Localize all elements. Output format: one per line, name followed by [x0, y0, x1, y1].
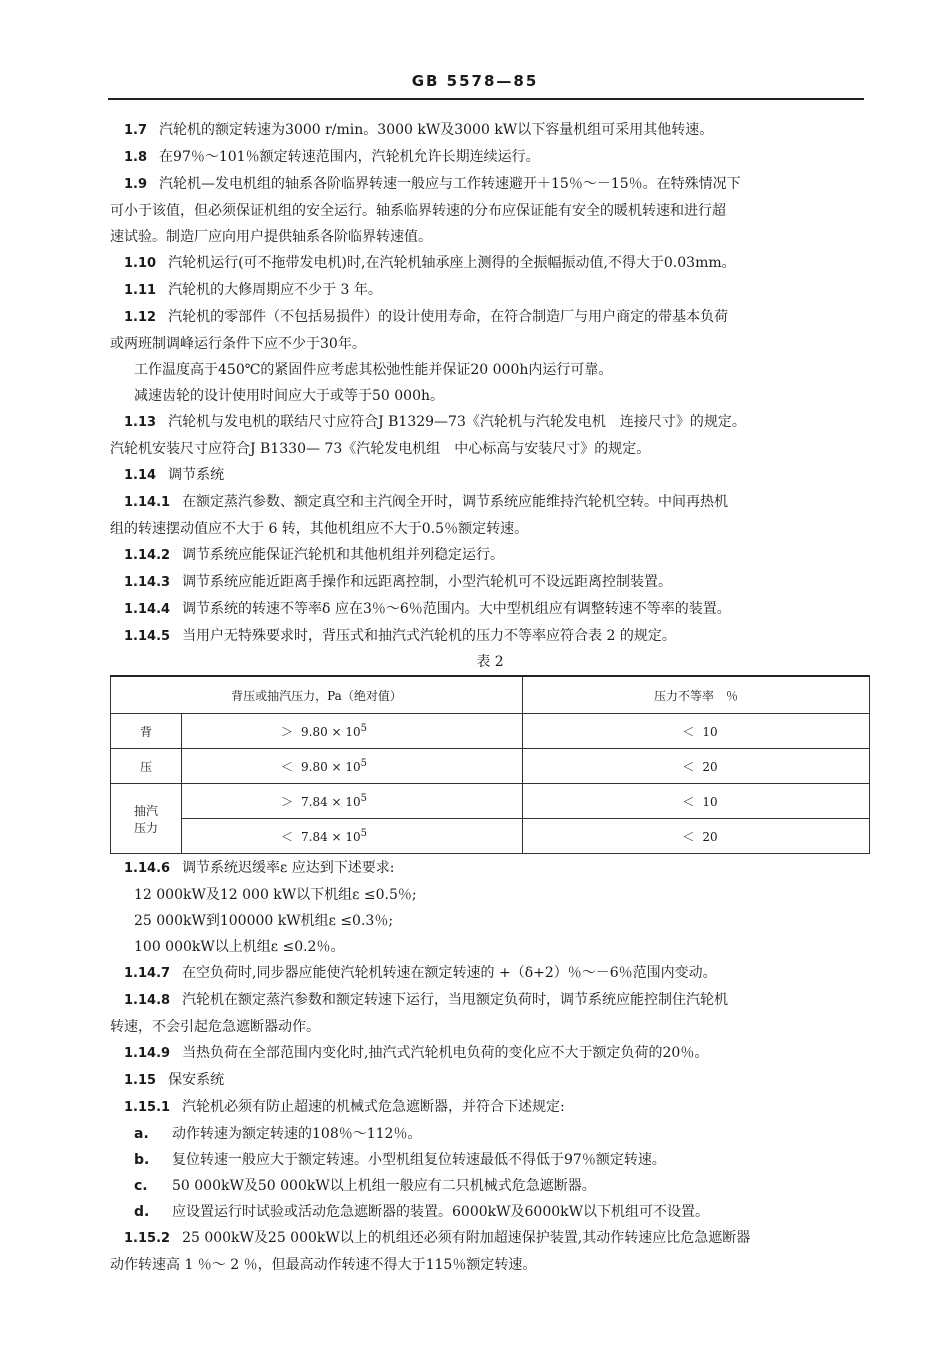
clause-number: 1.14.2 [124, 548, 171, 563]
list-item [134, 1148, 870, 1172]
clause-text: 或两班制调峰运行条件下应不少于30年。 [110, 336, 366, 352]
clause-text: 调节系统应能近距离手操作和远距离控制，小型汽轮机可不设远距离控制装置。 [182, 574, 673, 590]
table-caption: 表 2 [476, 654, 504, 670]
clause-text: 保安系统 [168, 1072, 225, 1088]
clause-continuation [110, 1015, 870, 1039]
clause-number: 1.14 [124, 468, 157, 483]
clause-number: 1.14.1 [124, 495, 171, 510]
clause-text: 减速齿轮的设计使用时间应大于或等于50 000h。 [134, 388, 445, 404]
pressure-table [110, 675, 870, 854]
clause-text: 汽轮机与发电机的联结尺寸应符合J B1329—73《汽轮机与汽轮发电机 连接尺寸》的规定。 [168, 414, 746, 430]
clause-text: 转速，不会引起危急遮断器动作。 [110, 1019, 320, 1035]
group-label: 压 [111, 749, 182, 784]
table-row [111, 784, 870, 819]
list-item-text: 动作转速为额定转速的108％～112％。 [172, 1126, 422, 1142]
list-item-letter: d. [134, 1204, 150, 1220]
requirement-line: 25 000kW到100000 kW机组ε ≤0.3％; [134, 913, 394, 929]
list-item-text: 应设置运行时试验或活动危急遮断器的装置。6000kW及6000kW以下机组可不设置。 [172, 1204, 710, 1220]
clause-text: 汽轮机的额定转速为3000 r/min。3000 kW及3000 kW以下容量机组可采用其他转速。 [159, 122, 714, 138]
clause-paragraph [110, 961, 870, 986]
clause-paragraph [110, 543, 870, 568]
clause-continuation [110, 517, 870, 541]
clause-number: 1.14.8 [124, 993, 171, 1008]
clause-number: 1.14.3 [124, 575, 171, 590]
clause-continuation [110, 332, 870, 356]
pressure-cell: ＞ $7.84 \times 10^5$ [182, 784, 523, 819]
clause-number: 1.15 [124, 1073, 157, 1088]
clause-text: 动作转速高 1 ％～ 2 ％，但最高动作转速不得大于115％额定转速。 [110, 1257, 537, 1273]
clause-text: 汽轮机必须有防止超速的机械式危急遮断器，并符合下述规定: [182, 1099, 565, 1115]
rate-cell: ＜ 10 [523, 784, 870, 819]
clause-continuation [110, 1253, 870, 1277]
rate-cell: ＜ 10 [523, 714, 870, 749]
clause-paragraph [110, 1095, 870, 1120]
clause-text: 汽轮机在额定蒸汽参数和额定转速下运行，当甩额定负荷时，调节系统应能控制住汽轮机 [182, 992, 729, 1008]
clause-paragraph [110, 490, 870, 515]
pressure-cell: ＜ $9.80 \times 10^5$ [182, 749, 523, 784]
pressure-cell: ＞ $9.80 \times 10^5$ [182, 714, 523, 749]
clause-number: 1.10 [124, 256, 157, 271]
clause-continuation [110, 437, 870, 461]
clause-number: 1.14.9 [124, 1046, 171, 1061]
clause-paragraph [110, 278, 870, 303]
requirement-list [110, 1122, 870, 1224]
clauses-1-14-7-to-1-15-1 [110, 961, 870, 1120]
clause-number: 1.12 [124, 310, 157, 325]
clause-number: 1.14.4 [124, 602, 171, 617]
list-item-letter: b. [134, 1152, 150, 1168]
rate-cell: ＜ 20 [523, 819, 870, 854]
list-item [134, 1122, 870, 1146]
clause-number: 1.15.1 [124, 1100, 171, 1115]
list-item-text: 50 000kW及50 000kW以上机组一般应有二只机械式危急遮断器。 [172, 1178, 596, 1194]
clause-text: 汽轮机的大修周期应不少于 3 年。 [168, 282, 382, 298]
clause-paragraph [110, 251, 870, 276]
clause-text: 速试验。制造厂应向用户提供轴系各阶临界转速值。 [110, 229, 432, 245]
clause-paragraph [110, 570, 870, 595]
list-item [134, 1174, 870, 1198]
clause-continuation [134, 384, 870, 408]
clause-1-14-6: 1.14.6 调节系统迟缓率ε 应达到下述要求: [124, 860, 395, 876]
clause-paragraph [110, 463, 870, 488]
standard-number: GB 5578—85 [411, 72, 539, 90]
list-item-text: 复位转速一般应大于额定转速。小型机组复位转速最低不得低于97％额定转速。 [172, 1152, 666, 1168]
requirement-line: 12 000kW及12 000 kW以下机组ε ≤0.5％; [134, 887, 417, 903]
list-item [134, 1200, 870, 1224]
clause-number: 1.15.2 [124, 1231, 171, 1246]
clause-text: 调节系统应能保证汽轮机和其他机组并列稳定运行。 [182, 547, 505, 563]
clause-number: 1.14.7 [124, 966, 171, 981]
header-rule [108, 98, 864, 100]
clause-paragraph [110, 1226, 870, 1251]
table-row [111, 819, 870, 854]
clause-number: 1.8 [124, 150, 148, 165]
pressure-cell: ＜ $7.84 \times 10^5$ [182, 819, 523, 854]
table-header-rate: 压力不等率 ％ [523, 676, 870, 714]
clause-text: 当用户无特殊要求时，背压式和抽汽式汽轮机的压力不等率应符合表 2 的规定。 [182, 628, 676, 644]
document-body [110, 118, 870, 1279]
list-item-letter: c. [134, 1178, 148, 1194]
clause-paragraph [110, 410, 870, 435]
clause-continuation [134, 358, 870, 382]
clause-paragraph [110, 624, 870, 649]
clause-continuation [110, 199, 870, 223]
clause-number: 1.11 [124, 283, 157, 298]
clause-text: 当热负荷在全部范围内变化时,抽汽式汽轮机电负荷的变化应不大于额定负荷的20％。 [182, 1045, 709, 1061]
clause-text: 在97％～101％额定转速范围内，汽轮机允许长期连续运行。 [159, 149, 540, 165]
clause-number: 1.7 [124, 123, 148, 138]
clause-text: 调节系统 [168, 467, 225, 483]
clause-paragraph [110, 172, 870, 197]
clause-text: 25 000kW及25 000kW以上的机组还必须有附加超速保护装置,其动作转速应比危急遮断器 [182, 1230, 751, 1246]
group-label: 背 [111, 714, 182, 749]
clause-paragraph [110, 988, 870, 1013]
clause-text: 工作温度高于450℃的紧固件应考虑其松弛性能并保证20 000h内运行可靠。 [134, 362, 613, 378]
table-row [111, 749, 870, 784]
clause-paragraph [110, 305, 870, 330]
clause-text: 在额定蒸汽参数、额定真空和主汽阀全开时，调节系统应能维持汽轮机空转。中间再热机 [182, 494, 729, 510]
clause-text: 组的转速摆动值应不大于 6 转，其他机组应不大于0.5％额定转速。 [110, 521, 529, 537]
clause-1-15-2 [110, 1226, 870, 1277]
table-header-pressure: 背压或抽汽压力，Pa（绝对值） [111, 676, 523, 714]
clause-paragraph [110, 1068, 870, 1093]
clause-number: 1.13 [124, 415, 157, 430]
clause-text: 汽轮机的零部件（不包括易损件）的设计使用寿命，在符合制造厂与用户商定的带基本负荷 [168, 309, 729, 325]
clause-text: 在空负荷时,同步器应能使汽轮机转速在额定转速的 +（δ+2）％～－6％范围内变动。 [182, 965, 717, 981]
clause-text: 汽轮机运行(可不拖带发电机)时,在汽轮机轴承座上测得的全振幅振动值,不得大于0.03mm。 [168, 255, 736, 271]
clause-paragraph [110, 597, 870, 622]
clause-text: 汽轮机安装尺寸应符合J B1330— 73《汽轮发电机组 中心标高与安装尺寸》的规定。 [110, 441, 651, 457]
clause-continuation [110, 225, 870, 249]
clause-text: 调节系统的转速不等率δ 应在3％～6％范围内。大中型机组应有调整转速不等率的装置。 [182, 601, 731, 617]
document-header [0, 72, 950, 90]
rate-cell: ＜ 20 [523, 749, 870, 784]
clause-number: 1.9 [124, 177, 148, 192]
clause-paragraph [110, 1041, 870, 1066]
clause-number: 1.14.5 [124, 629, 171, 644]
clause-paragraph [110, 145, 870, 170]
list-item-letter: a. [134, 1126, 149, 1142]
clause-text: 可小于该值，但必须保证机组的安全运行。轴系临界转速的分布应保证能有安全的暖机转速和进行超 [110, 203, 726, 219]
clauses-1-7-to-1-14-5 [110, 118, 870, 649]
group-label: 抽汽 压力 [111, 784, 182, 854]
clause-text: 汽轮机—发电机组的轴系各阶临界转速一般应与工作转速避开＋15％～－15％。在特殊情况下 [159, 176, 741, 192]
table-row [111, 714, 870, 749]
clause-paragraph [110, 118, 870, 143]
requirement-line: 100 000kW以上机组ε ≤0.2％。 [134, 939, 345, 955]
